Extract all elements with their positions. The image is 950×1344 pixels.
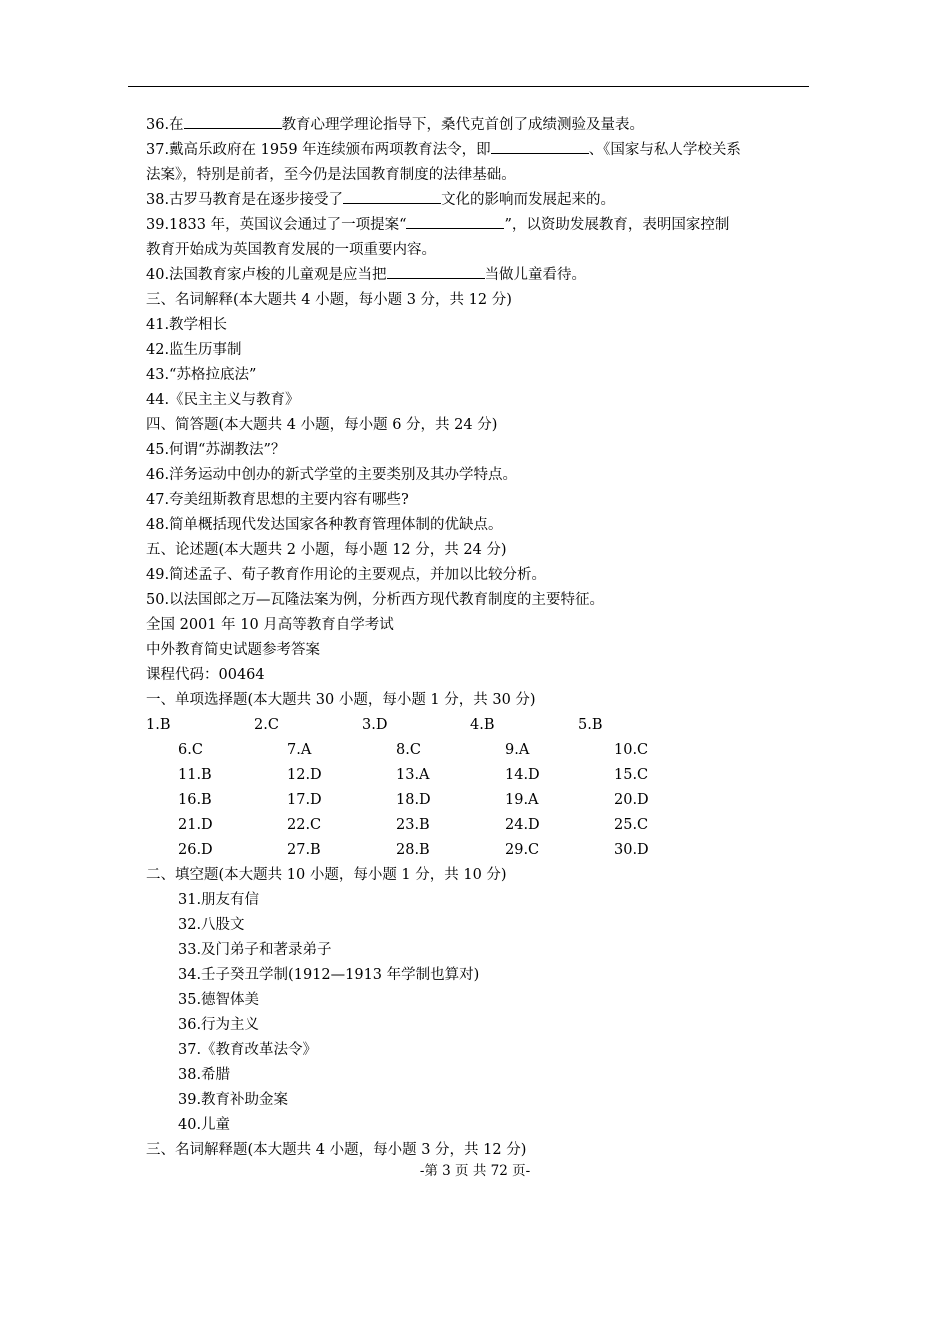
answer-cell: 24.D — [505, 817, 540, 833]
answer-cell: 10.C — [614, 742, 649, 758]
question-text: 当做儿童看待。 — [484, 267, 587, 283]
answer-cell: 25.C — [614, 817, 649, 833]
fill-answer: 31.朋友有信 — [178, 892, 260, 908]
answer-title: 全国 2001 年 10 月高等教育自学考试 — [146, 617, 394, 633]
question-37 — [146, 138, 811, 163]
answer-cell: 18.D — [396, 792, 431, 808]
question-text: 教育心理学理论指导下，桑代克首创了成绩测验及量表。 — [281, 117, 645, 133]
fill-answer: 40.儿童 — [178, 1117, 231, 1133]
answer-cell: 3.D — [362, 717, 388, 733]
page-footer: -第 3 页 共 72 页- — [419, 1163, 531, 1179]
section-heading: 一、单项选择题(本大题共 30 小题，每小题 1 分，共 30 分) — [146, 692, 536, 708]
answer-cell: 5.B — [578, 717, 603, 733]
fill-blank — [406, 214, 504, 229]
question-text: 39.1833 年，英国议会通过了一项提案“ — [146, 217, 407, 233]
fill-blank — [387, 264, 485, 279]
question-text: ”，以资助发展教育，表明国家控制 — [504, 217, 730, 233]
answer-row — [146, 788, 811, 813]
section-heading: 五、论述题(本大题共 2 小题，每小题 12 分，共 24 分) — [146, 542, 507, 558]
answer-cell: 29.C — [505, 842, 540, 858]
section-heading: 三、名词解释题(本大题共 4 小题，每小题 3 分，共 12 分) — [146, 1142, 527, 1158]
fill-answer: 37.《教育改革法令》 — [178, 1042, 318, 1058]
fill-answer: 35.德智体美 — [178, 992, 260, 1008]
question-text: 37.戴高乐政府在 1959 年连续颁布两项教育法令，即 — [146, 142, 491, 158]
answer-cell: 16.B — [178, 792, 212, 808]
fill-answer: 32.八股文 — [178, 917, 245, 933]
question-50: 50.以法国郎之万—瓦隆法案为例，分析西方现代教育制度的主要特征。 — [146, 592, 605, 608]
question-42: 42.监生历事制 — [146, 342, 242, 358]
answer-cell: 30.D — [614, 842, 649, 858]
answer-cell: 6.C — [178, 742, 203, 758]
question-39 — [146, 213, 811, 238]
answer-cell: 8.C — [396, 742, 421, 758]
course-code: 课程代码：00464 — [146, 667, 265, 683]
fill-blank — [184, 114, 282, 129]
answer-cell: 23.B — [396, 817, 430, 833]
answer-cell: 11.B — [178, 767, 212, 783]
answer-cell: 9.A — [505, 742, 530, 758]
answer-cell: 2.C — [254, 717, 279, 733]
question-37-cont: 法案》，特别是前者，至今仍是法国教育制度的法律基础。 — [146, 167, 516, 183]
answer-cell: 20.D — [614, 792, 649, 808]
section-heading: 三、名词解释(本大题共 4 小题，每小题 3 分，共 12 分) — [146, 292, 512, 308]
question-text: 文化的影响而发展起来的。 — [441, 192, 616, 208]
answer-cell: 27.B — [287, 842, 321, 858]
question-46: 46.洋务运动中创办的新式学堂的主要类别及其办学特点。 — [146, 467, 518, 483]
answer-cell: 13.A — [396, 767, 430, 783]
question-39-cont: 教育开始成为英国教育发展的一项重要内容。 — [146, 242, 436, 258]
question-49: 49.简述孟子、荀子教育作用论的主要观点，并加以比较分析。 — [146, 567, 547, 583]
question-text: 38.古罗马教育是在逐步接受了 — [146, 192, 344, 208]
answer-cell: 4.B — [470, 717, 495, 733]
question-text: 、《国家与私人学校关系 — [588, 142, 741, 158]
answer-row — [146, 763, 811, 788]
answer-cell: 19.A — [505, 792, 539, 808]
answer-cell: 7.A — [287, 742, 312, 758]
section-heading: 二、填空题(本大题共 10 小题，每小题 1 分，共 10 分) — [146, 867, 507, 883]
answer-cell: 26.D — [178, 842, 213, 858]
question-45: 45.何谓“苏湖教法”？ — [146, 442, 286, 458]
question-36 — [146, 113, 811, 138]
question-48: 48.简单概括现代发达国家各种教育管理体制的优缺点。 — [146, 517, 503, 533]
fill-blank — [343, 189, 441, 204]
answer-subtitle: 中外教育简史试题参考答案 — [146, 642, 320, 658]
question-41: 41.教学相长 — [146, 317, 228, 333]
question-text: 40.法国教育家卢梭的儿童观是应当把 — [146, 267, 387, 283]
fill-answer: 39.教育补助金案 — [178, 1092, 289, 1108]
answer-row — [146, 813, 811, 838]
question-47: 47.夸美纽斯教育思想的主要内容有哪些? — [146, 492, 409, 508]
answer-cell: 14.D — [505, 767, 540, 783]
question-40 — [146, 263, 811, 288]
fill-answer: 36.行为主义 — [178, 1017, 260, 1033]
question-text: 36.在 — [146, 117, 184, 133]
answer-cell: 1.B — [146, 717, 171, 733]
question-38 — [146, 188, 811, 213]
answer-cell: 12.D — [287, 767, 322, 783]
question-43: 43.“苏格拉底法” — [146, 367, 257, 383]
answer-cell: 22.C — [287, 817, 322, 833]
answer-row — [146, 838, 811, 863]
answer-cell: 15.C — [614, 767, 649, 783]
fill-blank — [491, 139, 589, 154]
answer-row — [146, 738, 811, 763]
answer-row — [146, 713, 811, 738]
section-heading: 四、简答题(本大题共 4 小题，每小题 6 分，共 24 分) — [146, 417, 498, 433]
answer-cell: 28.B — [396, 842, 430, 858]
question-44: 44.《民主主义与教育》 — [146, 392, 300, 408]
fill-answer: 34.壬子癸丑学制(1912—1913 年学制也算对) — [178, 967, 480, 983]
fill-answer: 33.及门弟子和著录弟子 — [178, 942, 332, 958]
answer-cell: 21.D — [178, 817, 213, 833]
fill-answer: 38.希腊 — [178, 1067, 231, 1083]
header-rule — [128, 86, 809, 87]
answer-cell: 17.D — [287, 792, 322, 808]
page-content — [146, 113, 811, 1163]
